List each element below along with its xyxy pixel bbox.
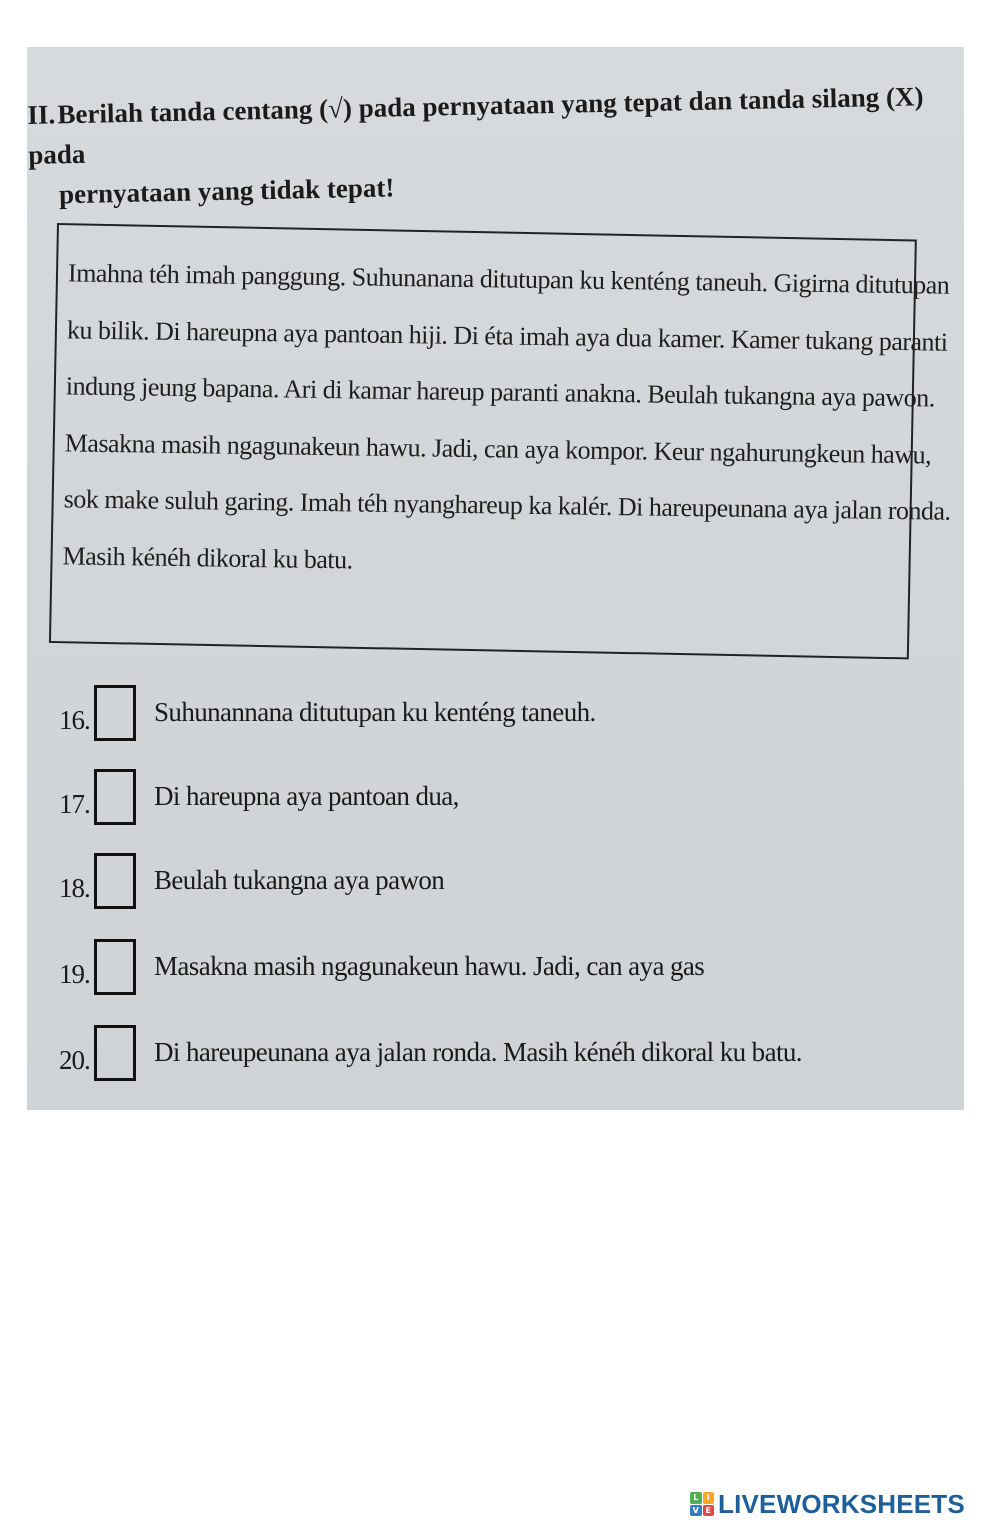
- answer-box-16[interactable]: [94, 685, 136, 741]
- passage-line: Masih kénéh dikoral ku batu.: [62, 540, 353, 574]
- statement-item-18: [59, 847, 939, 917]
- statement-text: Di hareupna aya pantoan dua,: [154, 781, 459, 811]
- statement-item-19: [59, 933, 939, 1003]
- logo-letter: L: [690, 1492, 702, 1504]
- brand-name: LIVEWORKSHEETS: [718, 1488, 965, 1519]
- passage-line: Masakna masih ngagunakeun hawu. Jadi, can aya kompor. Keur ngahurungkeun hawu,: [64, 427, 932, 469]
- logo-letter: I: [703, 1492, 715, 1504]
- worksheet-photo: [27, 47, 964, 1110]
- liveworksheets-logo-icon: [690, 1492, 714, 1516]
- statement-item-16: [59, 679, 939, 749]
- statement-item-17: [59, 763, 939, 833]
- statement-text: Suhunannana ditutupan ku kenténg taneuh.: [154, 697, 596, 727]
- logo-letter: E: [703, 1505, 715, 1517]
- statement-text: Masakna masih ngagunakeun hawu. Jadi, can aya gas: [154, 951, 705, 981]
- passage-line: Imahna téh imah panggung. Suhunanana ditutupan ku kenténg taneuh. Gigirna ditutupan: [67, 258, 950, 300]
- liveworksheets-brand: [690, 1489, 965, 1519]
- statement-number: 18.: [59, 873, 90, 903]
- statement-text: Beulah tukangna aya pawon: [154, 865, 445, 895]
- statement-number: 17.: [59, 789, 90, 819]
- passage-line: ku bilik. Di hareupna aya pantoan hiji. Di éta imah aya dua kamer. Kamer tukang paranti: [66, 314, 948, 357]
- statement-number: 16.: [59, 705, 90, 735]
- reading-passage-box: [49, 223, 951, 659]
- passage-line: sok make suluh garing. Imah téh nyanghareup ka kalér. Di hareupeunana aya jalan ronda.: [63, 484, 951, 526]
- instruction-text: [27, 76, 929, 215]
- answer-box-18[interactable]: [94, 853, 136, 909]
- answer-box-20[interactable]: [94, 1025, 136, 1081]
- statement-item-20: [59, 1019, 939, 1089]
- reading-passage: [62, 243, 951, 598]
- instruction-number: II.: [27, 99, 56, 130]
- logo-letter: V: [690, 1505, 702, 1517]
- instruction-line-2: pernyataan yang tidak tepat!: [58, 172, 395, 210]
- instruction-line-1: Berilah tanda centang (√) pada pernyataan yang tepat dan tanda silang (X) pada: [27, 81, 924, 170]
- answer-box-17[interactable]: [94, 769, 136, 825]
- answer-box-19[interactable]: [94, 939, 136, 995]
- statement-number: 19.: [59, 959, 90, 989]
- statement-number: 20.: [59, 1045, 90, 1075]
- passage-line: indung jeung bapana. Ari di kamar hareup paranti anakna. Beulah tukangna aya pawon.: [65, 371, 935, 413]
- statement-text: Di hareupeunana aya jalan ronda. Masih kénéh dikoral ku batu.: [154, 1037, 802, 1067]
